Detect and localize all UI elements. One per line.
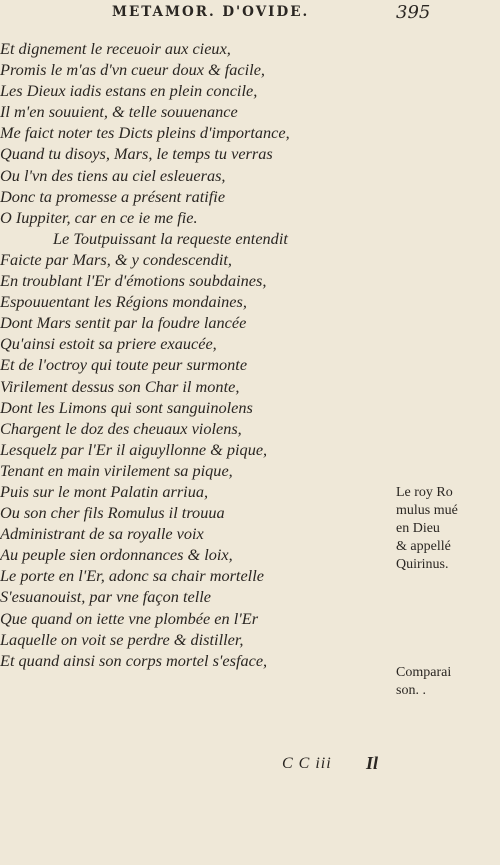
verse-line: Ou l'vn des tiens au ciel esleueras,: [0, 165, 226, 185]
verse-line: Tenant en main virilement sa pique,: [0, 460, 233, 480]
margin-note-line: Comparai: [396, 665, 452, 680]
verse-line: Laquelle on voit se perdre & distiller,: [0, 629, 244, 649]
catchword: Il: [366, 753, 379, 773]
margin-note-romulus: [396, 484, 500, 574]
signature-mark: C C iii: [282, 755, 332, 772]
verse-line: En troublant l'Er d'émotions soubdaines,: [0, 271, 267, 291]
verse-line: Et de l'octroy qui toute peur surmonte: [0, 355, 248, 375]
verse-line: Puis sur le mont Palatin arriua,: [0, 481, 209, 501]
margin-note-line: Le roy Ro: [396, 485, 453, 500]
verse-line: Chargent le doz des cheuaux violens,: [0, 418, 242, 438]
verse-text-block: [0, 38, 380, 671]
margin-note-line: Quirinus.: [396, 557, 449, 572]
page-number: 395: [396, 2, 431, 23]
verse-line: Dont Mars sentit par la foudre lancée: [0, 313, 247, 333]
verse-line: Me faict noter tes Dicts pleins d'importance,: [0, 123, 290, 143]
verse-line: Quand tu disoys, Mars, le temps tu verras: [0, 144, 273, 164]
verse-line: Et dignement le receuoir aux cieux,: [0, 39, 231, 58]
verse-line: Espouuentant les Régions mondaines,: [0, 292, 247, 312]
verse-line: Il m'en souuient, & telle souuenance: [0, 102, 238, 122]
verse-line: Les Dieux iadis estans en plein concile,: [0, 81, 258, 101]
running-title: METAMOR. D'OVIDE.: [112, 4, 310, 20]
verse-line: Faicte par Mars, & y condescendit,: [0, 249, 232, 269]
verse-line: Qu'ainsi estoit sa priere exaucée,: [0, 334, 217, 354]
margin-note-line: & appellé: [396, 539, 451, 554]
verse-line: Et quand ainsi son corps mortel s'esface,: [0, 650, 268, 670]
bottom-margin: [0, 790, 500, 865]
verse-line: Le porte en l'Er, adonc sa chair mortelle: [0, 566, 264, 586]
page-footer: [0, 752, 500, 778]
verse-line: O Iuppiter, car en ce ie me fie.: [0, 207, 198, 227]
verse-line: Virilement dessus son Char il monte,: [0, 376, 240, 396]
verse-line: Donc ta promesse a présent ratifie: [0, 186, 226, 206]
verse-line: Dont les Limons qui sont sanguinolens: [0, 397, 253, 417]
verse-line: Promis le m'as d'vn cueur doux & facile,: [0, 60, 265, 80]
verse-line: Au peuple sien ordonnances & loix,: [0, 545, 233, 565]
verse-line: Administrant de sa royalle voix: [0, 524, 204, 544]
margin-note-line: mulus mué: [396, 503, 458, 518]
verse-line: Le Toutpuissant la requeste entendit: [53, 228, 288, 248]
margin-note-comparaison: [396, 664, 500, 700]
verse-line: Que quand on iette vne plombée en l'Er: [0, 608, 259, 628]
margin-note-line: son. .: [396, 683, 426, 698]
verse-line: Ou son cher fils Romulus il trouua: [0, 503, 225, 523]
margin-note-line: en Dieu: [396, 521, 440, 536]
verse-line: Lesquelz par l'Er il aiguyllonne & pique,: [0, 439, 268, 459]
verse-line: S'esuanouist, par vne façon telle: [0, 587, 212, 607]
